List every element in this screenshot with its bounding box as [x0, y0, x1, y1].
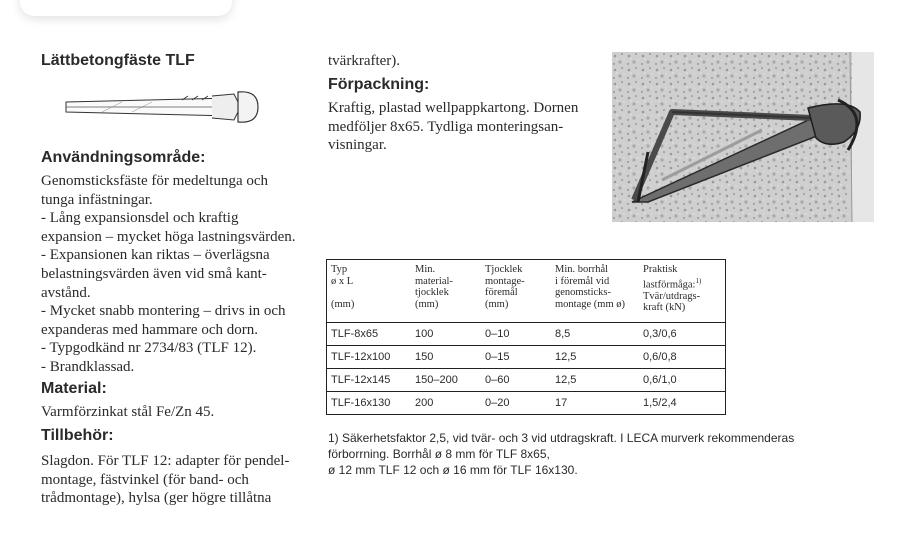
col-header-mount-thickness: Tjocklek montage- föremål (mm)	[481, 260, 551, 323]
table-row: TLF-8x65 100 0–10 8,5 0,3/0,6	[327, 323, 725, 346]
anchor-installed-photo	[612, 52, 874, 222]
col-header-type: Typ ø x L (mm)	[327, 260, 411, 323]
usage-text: Genomsticksfäste för medeltunga och tunga infästningar. - Lång expansionsdel och kraftig expansion – mycket höga lastningsvärden. - Expansionen kan riktas – överlägsna belastningsvärden även vid små kant- avstånd. - Mycket snabb montering – drivs in och expanderas med hammare och dorn. - Typgodkänd nr 2734/83 (TLF 12). - Brandklassad.	[41, 173, 296, 375]
packaging-text: Kraftig, plastad wellpappkartong. Dornen medföljer 8x65. Tydliga monteringsan- visningar.	[328, 100, 579, 154]
product-title: Lättbetongfäste TLF	[41, 52, 195, 69]
table-header-row	[327, 260, 725, 323]
col-header-material-thickness: Min. material- tjocklek (mm)	[411, 260, 481, 323]
material-text: Varmförzinkat stål Fe/Zn 45.	[41, 404, 215, 420]
packaging-heading: Förpackning:	[328, 76, 430, 93]
material-heading: Material:	[41, 380, 107, 397]
accessories-heading: Tillbehör:	[41, 427, 114, 444]
page-tab-edge	[20, 0, 232, 16]
table-row: TLF-12x145 150–200 0–60 12,5 0,6/1,0	[327, 369, 725, 392]
spec-table	[326, 259, 726, 415]
col-header-drill-hole: Min. borrhål i föremål vid genomsticks- montage (mm ø)	[551, 260, 639, 323]
table-footnote: 1) Säkerhetsfaktor 2,5, vid tvär- och 3 vid utdragskraft. I LECA murverk rekommenderas förborrning. Borrhål ø 8 mm för TLF 8x65, ø 12 mm TLF 12 och ø 16 mm för TLF 16x130.	[328, 431, 795, 477]
col-header-load-capacity: Praktisk lastförmåga:$^{1)}$ Tvär/utdrags- kraft (kN)	[639, 260, 725, 323]
accessories-continued: tvärkrafter).	[328, 53, 401, 69]
usage-heading: Användningsområde:	[41, 149, 206, 166]
table-row: TLF-16x130 200 0–20 17 1,5/2,4	[331, 397, 677, 409]
anchor-illustration	[62, 86, 262, 130]
accessories-text: Slagdon. För TLF 12: adapter för pendel- montage, fästvinkel (för band- och trådmontage), hylsa (ger högre tillåtna	[41, 453, 290, 507]
table-row: TLF-12x100 150 0–15 12,5 0,6/0,8	[327, 346, 725, 369]
